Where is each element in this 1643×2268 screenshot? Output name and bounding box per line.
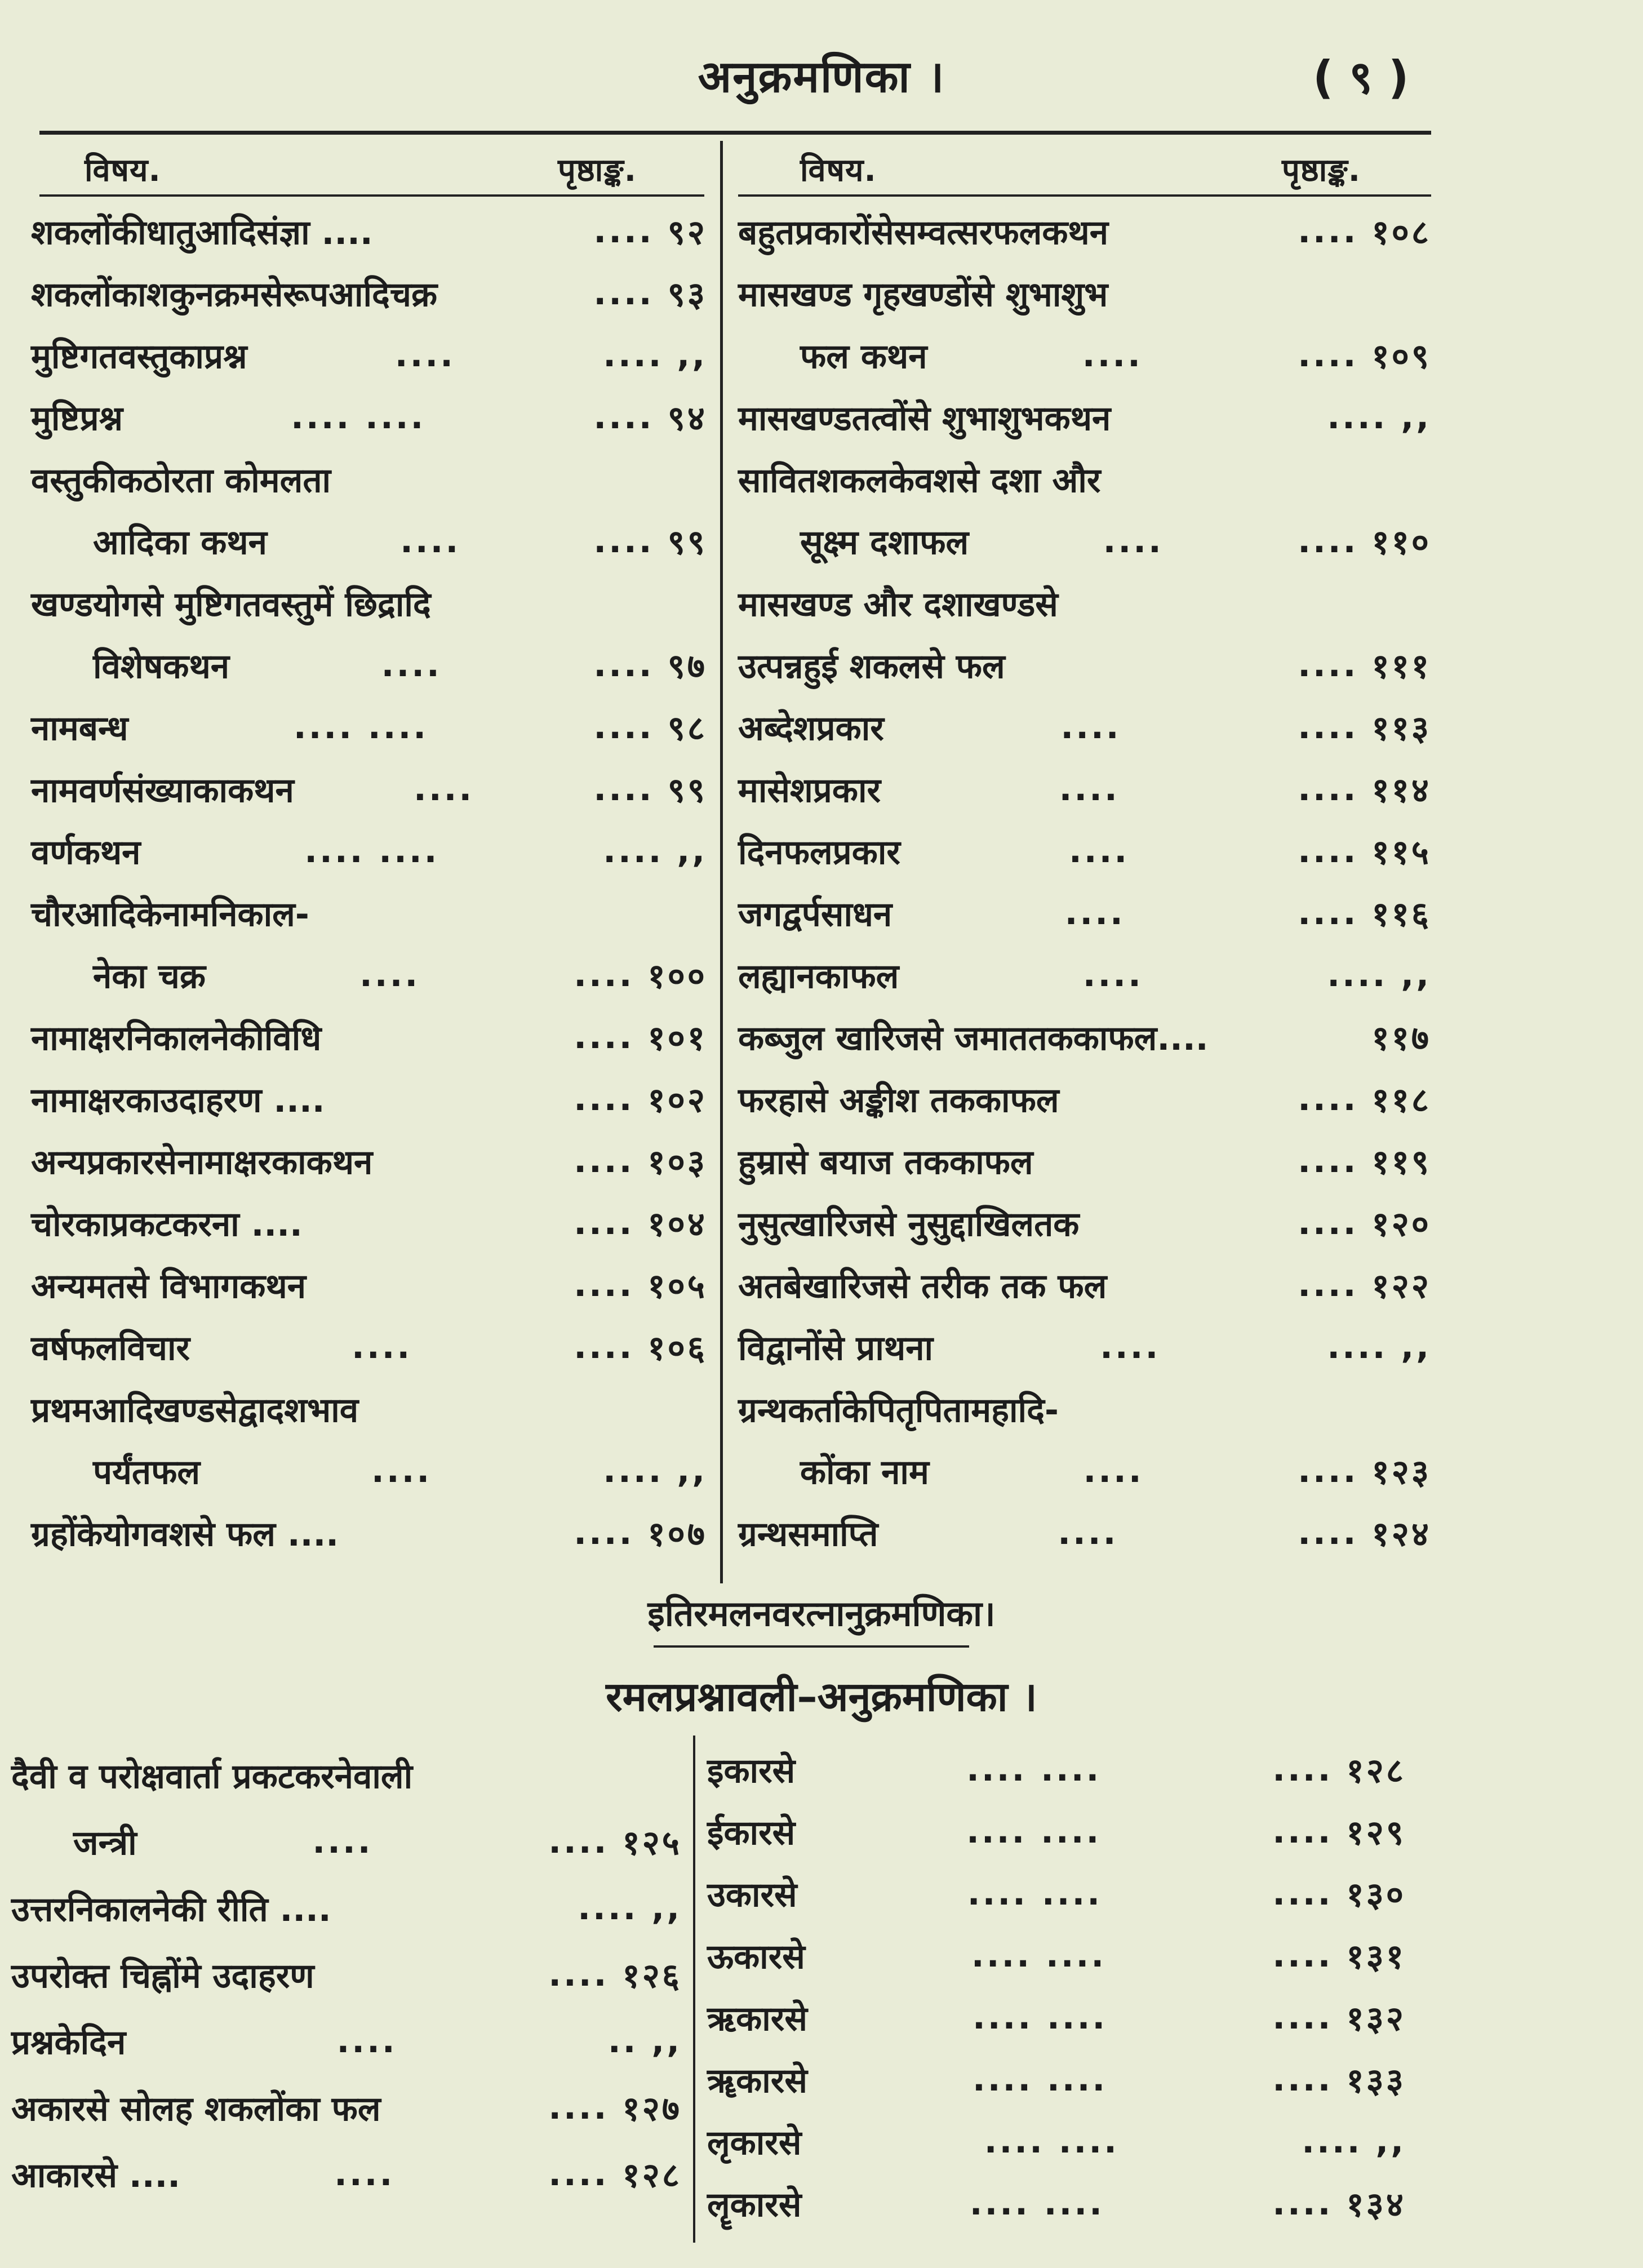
entry-subject: मुष्टिगतवस्तुकाप्रश्न <box>31 337 247 376</box>
index-entry <box>31 699 707 755</box>
leader-dots: .... <box>1059 769 1120 809</box>
leader-dots: .... <box>1298 831 1358 871</box>
entry-subject: मुष्टिप्रश्न <box>31 399 123 438</box>
entry-subject: अकारसे सोलह शकलोंका फल <box>11 2089 381 2129</box>
index-entry <box>738 947 1431 1003</box>
index-entry <box>11 2013 682 2069</box>
leader-dots: .... <box>1298 1079 1358 1119</box>
leader-dots: .... <box>1327 1327 1388 1366</box>
entry-subject: ग्रन्थकर्ताकेपितृपितामहादि- <box>738 1391 1059 1430</box>
closing-line: इतिरमलनवरत्नानुक्रमणिका। <box>647 1593 996 1634</box>
entry-subject: वर्षफलविचार <box>31 1329 190 1368</box>
leader-dots: .... <box>1298 645 1358 685</box>
entry-page-number: १२६ <box>622 1956 682 1996</box>
index-entry <box>31 823 707 879</box>
leader-dots: .. <box>607 2021 638 2061</box>
entry-subject: प्रश्नकेदिन <box>11 2023 126 2062</box>
leader-dots: .... <box>1298 1141 1358 1180</box>
entry-subject: ॠकारसे <box>707 2061 807 2101</box>
entry-page-number: ९७ <box>667 647 707 686</box>
entry-page-number: ९९ <box>667 771 707 810</box>
entry-page-number: १२२ <box>1371 1267 1431 1306</box>
index-entry <box>707 1927 1406 1983</box>
leader-dots: .... <box>1082 335 1143 375</box>
entry-subject: ऋकारसे <box>707 1999 807 2039</box>
index-entry <box>738 1504 1431 1561</box>
leader-dots: .... <box>371 1451 432 1490</box>
leader-dots: .... <box>1298 211 1358 251</box>
index-entry <box>738 265 1431 321</box>
index-entry <box>738 1009 1431 1065</box>
leader-dots: .... <box>1298 335 1358 375</box>
index-entry <box>31 1504 707 1561</box>
entry-subject: जन्त्री <box>73 1823 137 1863</box>
entry-page-number: १२५ <box>622 1823 682 1863</box>
index-entry <box>31 513 707 569</box>
entry-subject: ईकारसे <box>707 1813 796 1853</box>
entry-page-number: १०८ <box>1371 213 1431 252</box>
leader-dots: .... <box>400 521 461 561</box>
right-header-underline <box>738 194 1431 197</box>
index-entry <box>738 327 1431 383</box>
leader-dots: .... <box>1060 707 1121 747</box>
index-entry <box>738 637 1431 693</box>
entry-subject: उत्तरनिकालनेकी रीति .... <box>11 1890 331 1929</box>
entry-subject: विशेषकथन <box>93 647 230 686</box>
leader-dots: .... <box>593 707 654 747</box>
index-entry <box>11 1747 682 1803</box>
entry-page-number: ,, <box>1401 397 1431 437</box>
entry-subject: सूक्ष्म दशाफल <box>800 523 969 562</box>
leader-dots: .... .... <box>969 2183 1104 2223</box>
subtitle: रमलप्रश्नावली–अनुक्रमणिका । <box>606 1673 1037 1720</box>
index-entry <box>707 2175 1406 2231</box>
entry-page-number: ९९ <box>667 523 707 562</box>
leader-dots: .... <box>1272 2183 1333 2223</box>
leader-dots: .... <box>381 645 442 685</box>
leader-dots: .... .... <box>972 1998 1108 2037</box>
leader-dots: .... <box>1302 2121 1362 2161</box>
entry-subject: ग्रहोंकेयोगवशसे फल .... <box>31 1515 339 1554</box>
leader-dots: .... <box>574 1079 634 1119</box>
right-page-header: पृष्ठाङ्क. <box>1282 152 1361 189</box>
entry-page-number: ,, <box>677 1451 707 1490</box>
leader-dots: .... <box>1298 521 1358 561</box>
leader-dots: .... <box>593 273 654 313</box>
leader-dots: .... .... <box>966 1750 1102 1789</box>
leader-dots: .... <box>593 769 654 809</box>
entry-page-number: १२८ <box>622 2156 682 2195</box>
entry-page-number: ,, <box>1401 955 1431 995</box>
entry-page-number: ११९ <box>1371 1143 1431 1182</box>
entry-subject: फरहासे अङ्कीश तककाफल <box>738 1081 1059 1120</box>
entry-subject: कब्जुल खारिजसे जमाततककाफल.... <box>738 1019 1209 1058</box>
entry-subject: शकलोंकाशकुनक्रमसेरूपआदिचक्र <box>31 275 438 314</box>
leader-dots: .... .... <box>971 1936 1107 1975</box>
leader-dots: .... <box>1298 1265 1358 1304</box>
entry-page-number: १०२ <box>647 1081 707 1120</box>
leader-dots: .... <box>414 769 474 809</box>
leader-dots: .... <box>352 1327 412 1366</box>
entry-subject: अन्यप्रकारसेनामाक्षरकाकथन <box>31 1143 373 1182</box>
header-rule <box>39 131 1431 135</box>
entry-subject: वर्णकथन <box>31 833 141 872</box>
leader-dots: .... <box>1083 1451 1144 1490</box>
entry-page-number: १२७ <box>622 2089 682 2129</box>
index-entry <box>707 1865 1406 1921</box>
index-entry <box>31 575 707 631</box>
leader-dots: .... <box>603 335 664 375</box>
index-entry <box>31 451 707 507</box>
leader-dots: .... <box>548 2088 609 2127</box>
entry-subject: दिनफलप्रकार <box>738 833 900 872</box>
entry-page-number: ९४ <box>667 399 707 438</box>
leader-dots: .... <box>1327 955 1388 995</box>
index-entry <box>11 2146 682 2202</box>
entry-subject: चौरआदिकेनामनिकाल- <box>31 895 309 934</box>
entry-subject: खण्डयोगसे मुष्टिगतवस्तुमें छिद्रादि <box>31 585 431 624</box>
entry-subject: ऊकारसे <box>707 1937 805 1977</box>
index-entry <box>707 2113 1406 2169</box>
index-entry <box>738 1195 1431 1251</box>
index-entry <box>31 947 707 1003</box>
entry-subject: नामवर्णसंख्याकाकथन <box>31 771 294 810</box>
leader-dots: .... .... <box>966 1812 1102 1851</box>
entry-page-number: ११० <box>1371 523 1431 562</box>
entry-page-number: ११४ <box>1371 771 1431 810</box>
index-entry <box>738 575 1431 631</box>
leader-dots: .... <box>1064 893 1125 933</box>
entry-subject: सावितशकलकेवशसे दशा और <box>738 461 1101 500</box>
index-entry <box>31 265 707 321</box>
index-entry <box>31 1133 707 1189</box>
entry-page-number: १११ <box>1371 647 1431 686</box>
entry-subject: चोरकाप्रकटकरना .... <box>31 1205 303 1244</box>
entry-subject: लह्यानकाफल <box>738 957 899 996</box>
entry-page-number: १२३ <box>1371 1453 1431 1492</box>
index-entry <box>31 1443 707 1499</box>
entry-subject: फल कथन <box>800 337 927 376</box>
entry-page-number: १३२ <box>1346 1999 1406 2039</box>
entry-page-number: १३० <box>1346 1875 1406 1915</box>
entry-page-number: ,, <box>651 1888 682 1928</box>
entry-subject: लृकारसे <box>707 2123 802 2163</box>
leader-dots: .... <box>593 397 654 437</box>
leader-dots: .... <box>336 2021 397 2061</box>
leader-dots: .... <box>574 1017 634 1057</box>
column-divider <box>720 141 723 1583</box>
leader-dots: .... <box>603 1451 664 1490</box>
entry-subject: ग्रन्थसमाप्ति <box>738 1515 878 1554</box>
entry-subject: दैवी व परोक्षवार्ता प्रकटकरनेवाली <box>11 1757 413 1796</box>
index-entry <box>11 2079 682 2136</box>
leader-dots: .... .... <box>293 707 429 747</box>
leader-dots: .... <box>548 1955 609 1994</box>
index-entry <box>738 513 1431 569</box>
index-entry <box>738 1257 1431 1313</box>
entry-subject: उपरोक्त चिह्नोंमे उदाहरण <box>11 1956 314 1996</box>
leader-dots: .... <box>1082 955 1143 995</box>
entry-page-number: ११८ <box>1371 1081 1431 1120</box>
index-entry <box>707 2051 1406 2107</box>
entry-page-number: १०१ <box>647 1019 707 1058</box>
entry-subject: नामाक्षरनिकालनेकीविधि <box>31 1019 322 1058</box>
index-entry <box>738 699 1431 755</box>
leader-dots: .... <box>334 2154 395 2194</box>
index-entry <box>31 1381 707 1437</box>
entry-subject: उकारसे <box>707 1875 797 1915</box>
index-entry <box>738 1381 1431 1437</box>
entry-page-number: ११६ <box>1371 895 1431 934</box>
index-entry <box>31 203 707 259</box>
entry-subject: नामाक्षरकाउदाहरण .... <box>31 1081 325 1120</box>
index-entry <box>31 1257 707 1313</box>
leader-dots: .... <box>1272 1998 1333 2037</box>
leader-dots: .... <box>578 1888 638 1928</box>
leader-dots: .... <box>1272 1750 1333 1789</box>
entry-page-number: ९३ <box>667 275 707 314</box>
entry-subject: उत्पन्नहुई शकलसे फल <box>738 647 1005 686</box>
page-title: अनुक्रमणिका । <box>698 52 945 103</box>
leader-dots: .... <box>574 1203 634 1242</box>
entry-subject: अन्यमतसे विभागकथन <box>31 1267 306 1306</box>
entry-subject: नुसुत्खारिजसे नुसुद्दाखिलतक <box>738 1205 1080 1244</box>
index-entry <box>31 885 707 941</box>
leader-dots: .... <box>1327 397 1388 437</box>
leader-dots: .... <box>603 831 664 871</box>
index-entry <box>738 389 1431 445</box>
entry-page-number: ,, <box>677 335 707 375</box>
leader-dots: .... <box>1298 893 1358 933</box>
index-entry <box>707 1741 1406 1797</box>
entry-page-number: १३३ <box>1346 2061 1406 2101</box>
leader-dots: .... <box>1298 1451 1358 1490</box>
leader-dots: .... <box>1272 1812 1333 1851</box>
entry-subject: नामबन्ध <box>31 709 128 748</box>
entry-page-number: १०४ <box>647 1205 707 1244</box>
leader-dots: .... <box>593 521 654 561</box>
index-entry <box>31 1319 707 1375</box>
entry-subject: लॄकारसे <box>707 2185 802 2225</box>
entry-subject: जगद्वर्पसाधन <box>738 895 892 934</box>
entry-page-number: १२४ <box>1371 1515 1431 1554</box>
leader-dots: .... <box>1298 707 1358 747</box>
leader-dots: .... <box>1100 1327 1161 1366</box>
leader-dots: .... .... <box>291 397 426 437</box>
index-entry <box>738 761 1431 817</box>
entry-page-number: १२० <box>1371 1205 1431 1244</box>
entry-page-number: ११३ <box>1371 709 1431 748</box>
closing-underline <box>654 1645 969 1648</box>
index-entry <box>738 823 1431 879</box>
entry-page-number: १०५ <box>647 1267 707 1306</box>
entry-page-number: ९८ <box>667 709 707 748</box>
entry-page-number: ११५ <box>1371 833 1431 872</box>
entry-subject: हुम्रासे बयाज तककाफल <box>738 1143 1033 1182</box>
index-entry <box>31 637 707 693</box>
leader-dots: .... <box>1272 1874 1333 1913</box>
leader-dots: .... <box>574 1265 634 1304</box>
leader-dots: .... <box>394 335 455 375</box>
index-entry <box>738 1443 1431 1499</box>
leader-dots: .... <box>548 1822 609 1861</box>
leader-dots: .... .... <box>984 2121 1119 2161</box>
leader-dots: .... <box>1298 769 1358 809</box>
entry-subject: बहुतप्रकारोंसेसम्वत्सरफलकथन <box>738 213 1109 252</box>
leader-dots: .... <box>1069 831 1130 871</box>
leader-dots: .... .... <box>967 1874 1103 1913</box>
entry-subject: शकलोंकीधातुआदिसंज्ञा .... <box>31 213 373 252</box>
entry-subject: विद्वानोंसे प्राथना <box>738 1329 934 1368</box>
leader-dots: .... .... <box>972 2060 1108 2099</box>
entry-page-number: ,, <box>651 2021 682 2061</box>
leader-dots: .... <box>574 1141 634 1180</box>
leader-dots: .... <box>312 1822 373 1861</box>
second-column-divider <box>693 1736 695 2243</box>
entry-subject: मासखण्ड गृहखण्डोंसे शुभाशुभ <box>738 275 1108 314</box>
leader-dots: .... <box>1103 521 1164 561</box>
page-number: ( ९ ) <box>1313 51 1409 104</box>
entry-page-number: १३४ <box>1346 2185 1406 2225</box>
entry-subject: कोंका नाम <box>800 1453 929 1492</box>
leader-dots: .... <box>1298 1203 1358 1242</box>
index-entry <box>31 1009 707 1065</box>
entry-page-number: ११७ <box>1371 1019 1431 1058</box>
leader-dots: .... <box>548 2154 609 2194</box>
leader-dots: .... <box>359 955 420 995</box>
entry-subject: आदिका कथन <box>93 523 267 562</box>
leader-dots: .... <box>593 645 654 685</box>
leader-dots: .... <box>1298 1513 1358 1552</box>
entry-page-number: १२८ <box>1346 1751 1406 1791</box>
index-entry <box>31 327 707 383</box>
entry-subject: प्रथमआदिखण्डसेद्वादशभाव <box>31 1391 359 1430</box>
entry-page-number: १३१ <box>1346 1937 1406 1977</box>
entry-subject: मासखण्डतत्वोंसे शुभाशुभकथन <box>738 399 1111 438</box>
entry-page-number: ,, <box>677 831 707 871</box>
index-entry <box>738 451 1431 507</box>
leader-dots: .... <box>574 955 634 995</box>
index-entry <box>31 1195 707 1251</box>
left-subject-header: विषय. <box>85 152 161 189</box>
entry-subject: नेका चक्र <box>93 957 206 996</box>
entry-page-number: ,, <box>1401 1327 1431 1366</box>
index-entry <box>707 1989 1406 2045</box>
index-entry <box>11 1946 682 2003</box>
index-entry <box>738 203 1431 259</box>
entry-page-number: १०३ <box>647 1143 707 1182</box>
index-entry <box>31 1071 707 1127</box>
entry-subject: अब्देशप्रकार <box>738 709 884 748</box>
entry-subject: वस्तुकीकठोरता कोमलता <box>31 461 331 500</box>
leader-dots: .... <box>1272 2060 1333 2099</box>
index-entry <box>738 885 1431 941</box>
leader-dots: .... <box>593 211 654 251</box>
entry-subject: मासखण्ड और दशाखण्डसे <box>738 585 1058 624</box>
leader-dots: .... <box>1058 1513 1118 1552</box>
entry-subject: इकारसे <box>707 1751 796 1791</box>
entry-subject: पर्यंतफल <box>93 1453 201 1492</box>
entry-subject: आकारसे .... <box>11 2156 181 2195</box>
leader-dots: .... <box>1272 1936 1333 1975</box>
leader-dots: .... .... <box>304 831 439 871</box>
entry-page-number: ९२ <box>667 213 707 252</box>
right-subject-header: विषय. <box>800 152 877 189</box>
left-header-underline <box>39 194 704 197</box>
left-page-header: पृष्ठाङ्क. <box>558 152 637 189</box>
index-entry <box>738 1319 1431 1375</box>
index-entry <box>738 1133 1431 1189</box>
index-entry <box>31 761 707 817</box>
entry-subject: अतबेखारिजसे तरीक तक फल <box>738 1267 1107 1306</box>
index-entry <box>11 1813 682 1870</box>
entry-page-number: ,, <box>1375 2121 1406 2161</box>
entry-page-number: १०६ <box>647 1329 707 1368</box>
leader-dots: .... <box>574 1513 634 1552</box>
entry-page-number: १०० <box>647 957 707 996</box>
entry-page-number: १०७ <box>647 1515 707 1554</box>
entry-page-number: १०९ <box>1371 337 1431 376</box>
entry-subject: मासेशप्रकार <box>738 771 881 810</box>
index-entry <box>31 389 707 445</box>
entry-page-number: १२९ <box>1346 1813 1406 1853</box>
index-entry <box>738 1071 1431 1127</box>
index-entry <box>11 1880 682 1936</box>
index-entry <box>707 1803 1406 1859</box>
leader-dots: .... <box>574 1327 634 1366</box>
